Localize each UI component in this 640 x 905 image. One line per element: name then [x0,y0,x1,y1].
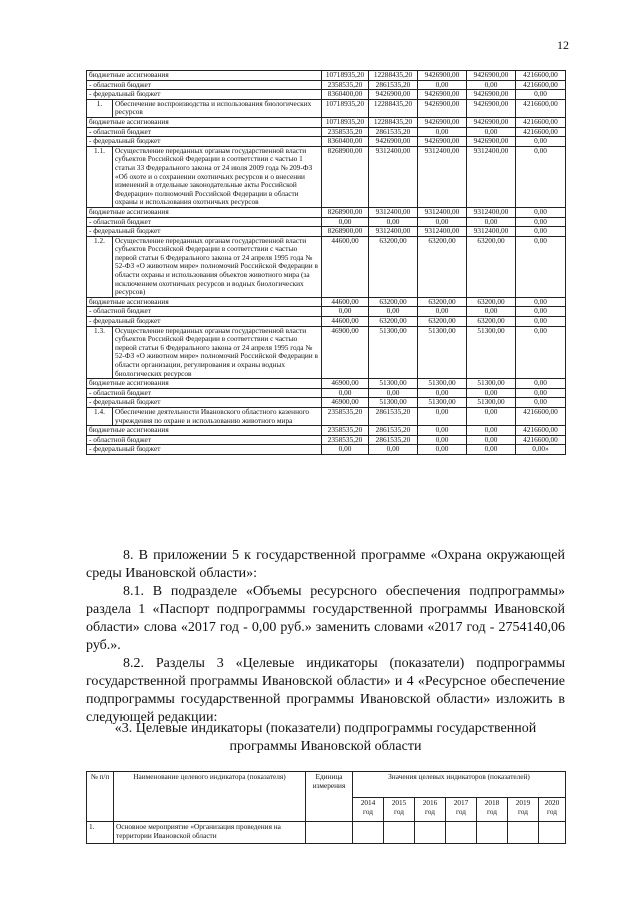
value-cell: 0,00 [467,127,516,137]
value-cell: 9426900,00 [418,90,467,100]
value-cell: 0,00 [322,445,369,455]
row-num: 1. [87,822,114,844]
value-cell: 2861535,20 [369,127,418,137]
value-cell: 0,00 [516,217,566,227]
row-number: 1.3. [87,326,113,379]
page-number: 12 [557,38,569,52]
table-row-sub [87,445,566,455]
value-cell: 0,00 [467,407,516,425]
row-number: 1.4. [87,407,113,425]
table-row-sub [87,398,566,408]
value-cell: 4216600,00 [516,80,566,90]
value-cell: 0,00 [467,388,516,398]
value-cell: 2861535,20 [369,426,418,436]
row-label: Осуществление переданных органам государственной власти субъектов Российской Федерации в соответствии с частью первой статьи 6 Федерального закона от 24 апреля 1995 года № 52-ФЗ «О животном мире» полномочий Российской Федерации в области охраны и использования объектов животного мира (за исключением охотничьих ресурсов и водных биологических ресурсов) [113,236,322,297]
value-cell: 63200,00 [467,297,516,307]
table-row-sub [87,80,566,90]
row-text: Основное мероприятие «Организация проведения на территории Ивановской области [114,822,306,844]
year-header: 2017 год [446,798,477,822]
value-cell: 0,00 [369,307,418,317]
year-header: 2014 год [353,798,384,822]
value-cell: 9426900,00 [467,90,516,100]
value-cell: 0,00 [418,426,467,436]
value-cell: 10718935,20 [322,99,369,117]
row-label: бюджетные ассигнования [87,117,322,127]
value-cell: 44600,00 [322,297,369,307]
row-label: - областной бюджет [87,127,322,137]
year-header: 2019 год [508,798,539,822]
value-cell: 63200,00 [418,317,467,327]
value-cell: 2861535,20 [369,407,418,425]
value-cell: 63200,00 [418,236,467,297]
table-row-main [87,146,566,207]
value-cell: 0,00» [516,445,566,455]
value-cell: 51300,00 [418,326,467,379]
value-cell: 63200,00 [369,236,418,297]
paragraph-8-2: 8.2. Разделы 3 «Целевые индикаторы (показатели) подпрограммы государственной программы Ивановской области» и 4 «Ресурсное обеспечение подпрограммы государственной программы Ивановской области» изложить в следующей редакции: [86,656,565,725]
year-header: 2015 год [384,798,415,822]
value-cell: 44600,00 [322,317,369,327]
row-label: - федеральный бюджет [87,227,322,237]
table-row-sub [87,137,566,147]
table-row-sub [87,127,566,137]
value-cell: 9426900,00 [418,99,467,117]
value-cell: 4216600,00 [516,407,566,425]
value-cell: 2358535,20 [322,426,369,436]
row-label: бюджетные ассигнования [87,297,322,307]
value-cell: 4216600,00 [516,117,566,127]
value-cell: 0,00 [369,445,418,455]
value-cell: 51300,00 [467,326,516,379]
row-label: Обеспечение воспроизводства и использования биологических ресурсов [113,99,322,117]
value-cell: 0,00 [516,326,566,379]
value-cell: 0,00 [467,80,516,90]
row-label: - федеральный бюджет [87,317,322,327]
value-cell: 9312400,00 [418,146,467,207]
value-cell: 9426900,00 [467,117,516,127]
paragraph-8-1: 8.1. В подразделе «Объемы ресурсного обеспечения подпрограммы» раздела 1 «Паспорт подпрограммы государственной программы Ивановской области» слова «2017 год - 0,00 руб.» заменить словами «2017 год - 2754140,06 руб.». [86,584,565,653]
value-cell: 0,00 [516,297,566,307]
year-header: 2018 год [477,798,508,822]
col-values-header: Значения целевых индикаторов (показателей) [353,772,566,798]
value-cell: 0,00 [369,388,418,398]
col-name-header: Наименование целевого индикатора (показателя) [114,772,306,822]
value-cell: 51300,00 [467,398,516,408]
value-cell: 0,00 [418,435,467,445]
value-cell: 0,00 [322,388,369,398]
value-cell: 9426900,00 [418,71,467,81]
row-label: - областной бюджет [87,307,322,317]
row-label: - федеральный бюджет [87,137,322,147]
value-cell: 9312400,00 [467,227,516,237]
row-label: - федеральный бюджет [87,398,322,408]
value-cell: 0,00 [516,307,566,317]
value-cell: 2358535,20 [322,435,369,445]
value-cell: 0,00 [467,307,516,317]
table-row-sub [87,90,566,100]
table-row-sub [87,307,566,317]
value-cell: 0,00 [418,80,467,90]
value-cell: 0,00 [516,137,566,147]
row-label: - областной бюджет [87,435,322,445]
year-header: 2020 год [539,798,566,822]
value-cell: 63200,00 [467,317,516,327]
paragraph-8: 8. В приложении 5 к государственной программе «Охрана окружающей среды Ивановской области»: [86,548,565,581]
row-label: - федеральный бюджет [87,90,322,100]
row-number: 1.1. [87,146,113,207]
table-row-main [87,326,566,379]
value-cell: 9312400,00 [369,146,418,207]
value-cell: 63200,00 [467,236,516,297]
table-row-sub [87,297,566,307]
value-cell: 9312400,00 [467,207,516,217]
table-row-main [87,407,566,425]
value-cell: 51300,00 [369,379,418,389]
value-cell: 9426900,00 [467,71,516,81]
value-cell: 12288435,20 [369,99,418,117]
value-cell: 63200,00 [418,297,467,307]
value-cell: 9312400,00 [369,207,418,217]
value-cell: 46900,00 [322,398,369,408]
value-cell: 9312400,00 [369,227,418,237]
row-number: 1.2. [87,236,113,297]
value-cell: 4216600,00 [516,127,566,137]
value-cell: 9426900,00 [467,99,516,117]
value-cell: 8360400,00 [322,137,369,147]
value-cell: 46900,00 [322,379,369,389]
value-cell: 0,00 [516,388,566,398]
value-cell: 0,00 [467,217,516,227]
row-label: Осуществление переданных органам государственной власти субъектов Российской Федерации в соответствии с частью первой статьи 6 Федерального закона от 24 апреля 1995 года № 52-ФЗ «О животном мире» полномочий Российской Федерации в области организации, регулирования и охраны водных биологических ресурсов [113,326,322,379]
value-cell: 0,00 [516,379,566,389]
row-label: - областной бюджет [87,80,322,90]
value-cell: 0,00 [516,146,566,207]
value-cell: 12288435,20 [369,117,418,127]
value-cell: 46900,00 [322,326,369,379]
value-cell: 8268900,00 [322,146,369,207]
value-cell: 0,00 [467,435,516,445]
value-cell: 51300,00 [418,379,467,389]
year-header: 2016 год [415,798,446,822]
table-row-sub [87,71,566,81]
value-cell: 0,00 [369,217,418,227]
value-cell: 9312400,00 [418,207,467,217]
section-heading: «3. Целевые индикаторы (показатели) подпрограммы государственной программы Ивановской области [114,721,537,754]
value-cell: 0,00 [322,217,369,227]
row-label: бюджетные ассигнования [87,207,322,217]
value-cell: 0,00 [418,217,467,227]
value-cell: 0,00 [418,388,467,398]
row-label: Обеспечение деятельности Ивановского областного казенного учреждения по охране и использованию животного мира [113,407,322,425]
row-label: бюджетные ассигнования [87,379,322,389]
value-cell: 9426900,00 [467,137,516,147]
value-cell: 63200,00 [369,317,418,327]
value-cell: 44600,00 [322,236,369,297]
row-label: - областной бюджет [87,217,322,227]
table-row-sub [87,117,566,127]
indicators-table [86,771,566,844]
value-cell: 9312400,00 [418,227,467,237]
value-cell: 10718935,20 [322,117,369,127]
value-cell: 2358535,20 [322,80,369,90]
value-cell: 63200,00 [369,297,418,307]
row-label: бюджетные ассигнования [87,426,322,436]
value-cell: 0,00 [516,236,566,297]
table-row-sub [87,217,566,227]
row-label: - федеральный бюджет [87,445,322,455]
value-cell: 2861535,20 [369,435,418,445]
table-row-main [87,236,566,297]
value-cell: 0,00 [322,307,369,317]
value-cell: 51300,00 [418,398,467,408]
value-cell: 0,00 [516,90,566,100]
table-row-sub [87,426,566,436]
table-row-sub [87,388,566,398]
value-cell: 4216600,00 [516,435,566,445]
table-row-main [87,99,566,117]
value-cell: 2861535,20 [369,80,418,90]
value-cell: 8360400,00 [322,90,369,100]
row-label: Осуществление переданных органам государственной власти субъектов Российской Федерации в соответствии с частью 1 статьи 33 Федерального закона от 24 июля 2009 года № 209-ФЗ «Об охоте и о сохранении охотничьих ресурсов и о внесении изменений в отдельные законодательные акты Российской Федерации» полномочий Российской Федерации в области охраны и использования охотничьих ресурсов [113,146,322,207]
value-cell: 2358535,20 [322,407,369,425]
value-cell: 0,00 [516,317,566,327]
value-cell: 8268900,00 [322,207,369,217]
value-cell: 51300,00 [369,326,418,379]
row-label: бюджетные ассигнования [87,71,322,81]
table-row-sub [87,435,566,445]
value-cell: 51300,00 [467,379,516,389]
value-cell: 0,00 [516,398,566,408]
table-row-sub [87,317,566,327]
value-cell: 0,00 [516,207,566,217]
value-cell: 4216600,00 [516,426,566,436]
value-cell: 9426900,00 [369,137,418,147]
value-cell: 10718935,20 [322,71,369,81]
value-cell: 4216600,00 [516,99,566,117]
value-cell: 9426900,00 [369,90,418,100]
table-row-sub [87,379,566,389]
resource-table [86,70,566,455]
value-cell: 0,00 [418,127,467,137]
value-cell: 0,00 [418,307,467,317]
value-cell: 0,00 [418,407,467,425]
table-row-sub [87,227,566,237]
value-cell: 12288435,20 [369,71,418,81]
value-cell: 0,00 [467,426,516,436]
row-label: - областной бюджет [87,388,322,398]
value-cell: 0,00 [418,445,467,455]
row-number: 1. [87,99,113,117]
value-cell: 9426900,00 [418,137,467,147]
value-cell: 9312400,00 [467,146,516,207]
value-cell: 0,00 [467,445,516,455]
value-cell: 8268900,00 [322,227,369,237]
value-cell: 9426900,00 [418,117,467,127]
col-unit-header: Единица измерения [306,772,353,822]
col-num-header: № п/п [87,772,114,822]
table-row-sub [87,207,566,217]
value-cell: 51300,00 [369,398,418,408]
value-cell: 4216600,00 [516,71,566,81]
value-cell: 2358535,20 [322,127,369,137]
value-cell: 0,00 [516,227,566,237]
